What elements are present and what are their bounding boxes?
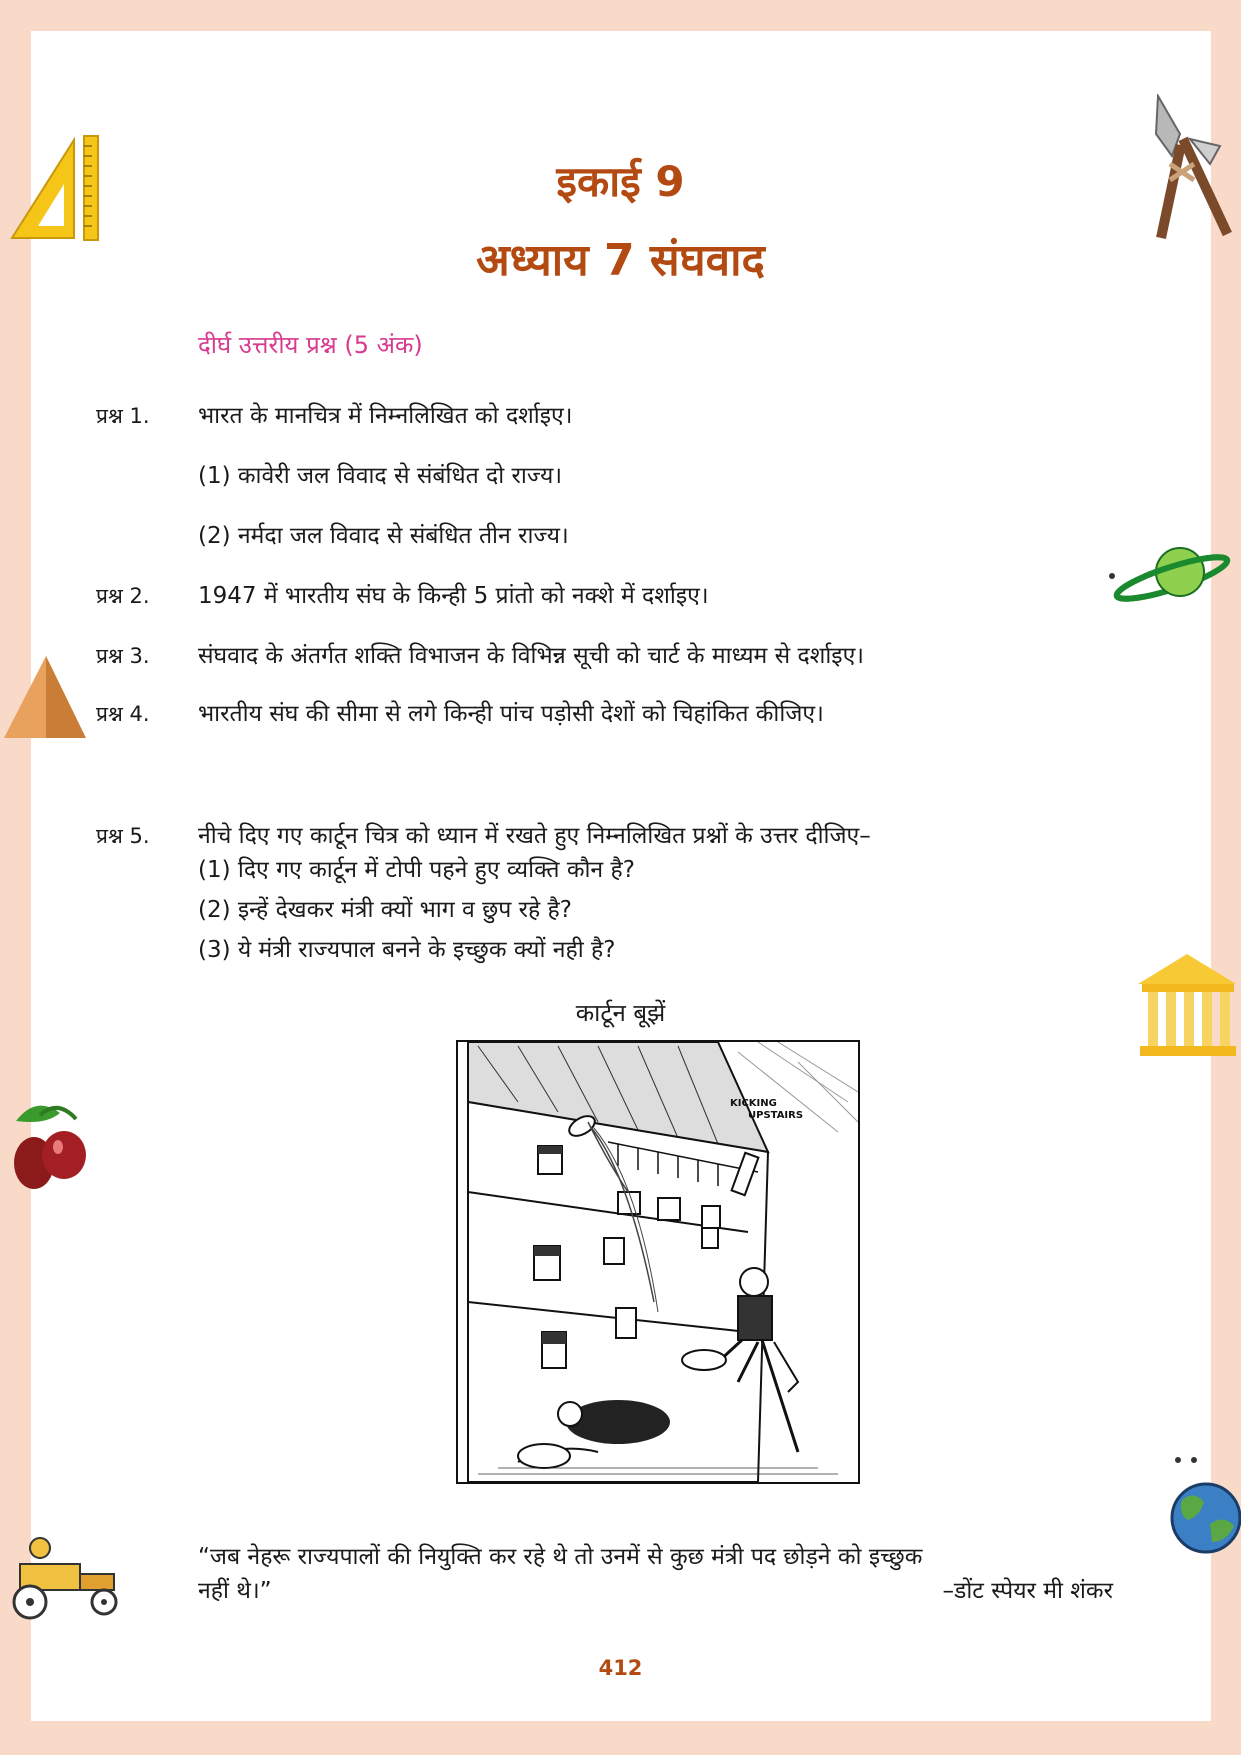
quote-line-1: “जब नेहरू राज्यपालों की नियुक्ति कर रहे थे तो उनमें से कुछ मंत्री पद छोड़ने को इच्छुक — [198, 1544, 923, 1570]
question-4-label: प्रश्न 4. — [96, 702, 150, 726]
cartoon-drawing — [458, 1042, 858, 1482]
saturn-planet-icon — [1108, 540, 1241, 610]
cartoon-label-upstairs: UPSTAIRS — [748, 1110, 804, 1121]
page-number: 412 — [598, 1656, 643, 1680]
question-1-subitem-2: (2) नर्मदा जल विवाद से संबंधित तीन राज्य। — [198, 523, 569, 549]
pyramid-icon — [0, 652, 90, 742]
quote-block — [198, 1540, 1163, 1608]
question-5-subitem-1: (1) दिए गए कार्टून में टोपी पहने हुए व्यक्ति कौन है? — [198, 857, 635, 883]
question-5-label: प्रश्न 5. — [96, 824, 150, 848]
earth-globe-icon — [1160, 1450, 1241, 1560]
question-1-text: भारत के मानचित्र में निम्नलिखित को दर्शाइए। — [198, 403, 573, 429]
cartoon-caption: कार्टून बूझें — [575, 999, 666, 1027]
question-1-subitem-1: (1) कावेरी जल विवाद से संबंधित दो राज्य। — [198, 463, 563, 489]
question-2-text: 1947 में भारतीय संघ के किन्ही 5 प्रांतो को नक्शे में दर्शाइए। — [198, 583, 709, 609]
question-1-label: प्रश्न 1. — [96, 404, 150, 428]
question-4-text: भारतीय संघ की सीमा से लगे किन्ही पांच पड़ोसी देशों को चिहांकित कीजिए। — [198, 701, 824, 727]
question-3-label: प्रश्न 3. — [96, 644, 150, 668]
cartoon-label-kicking: KICKING — [730, 1098, 777, 1109]
question-2-label: प्रश्न 2. — [96, 584, 150, 608]
question-5-subitem-2: (2) इन्हें देखकर मंत्री क्यों भाग व छुप रहे है? — [198, 897, 572, 923]
unit-title: इकाई 9 — [556, 157, 685, 206]
cartoon-image — [456, 1040, 860, 1484]
question-3-text: संघवाद के अंतर्गत शक्ति विभाजन के विभिन्न सूची को चार्ट के माध्यम से दर्शाइए। — [198, 643, 865, 669]
question-5-subitem-3: (3) ये मंत्री राज्यपाल बनने के इच्छुक क्यों नही है? — [198, 937, 616, 963]
fruit-icon — [6, 1095, 90, 1197]
vintage-car-icon — [0, 1528, 128, 1628]
chapter-title: अध्याय 7 संघवाद — [476, 235, 765, 286]
question-5-text: नीचे दिए गए कार्टून चित्र को ध्यान में रखते हुए निम्नलिखित प्रश्नों के उत्तर दीजिए– — [198, 823, 871, 849]
section-subheading: दीर्घ उत्तरीय प्रश्न (5 अंक) — [198, 331, 423, 359]
quote-line-2: नहीं थे।” — [198, 1578, 272, 1604]
quote-attribution: –डोंट स्पेयर मी शंकर — [942, 1578, 1113, 1604]
